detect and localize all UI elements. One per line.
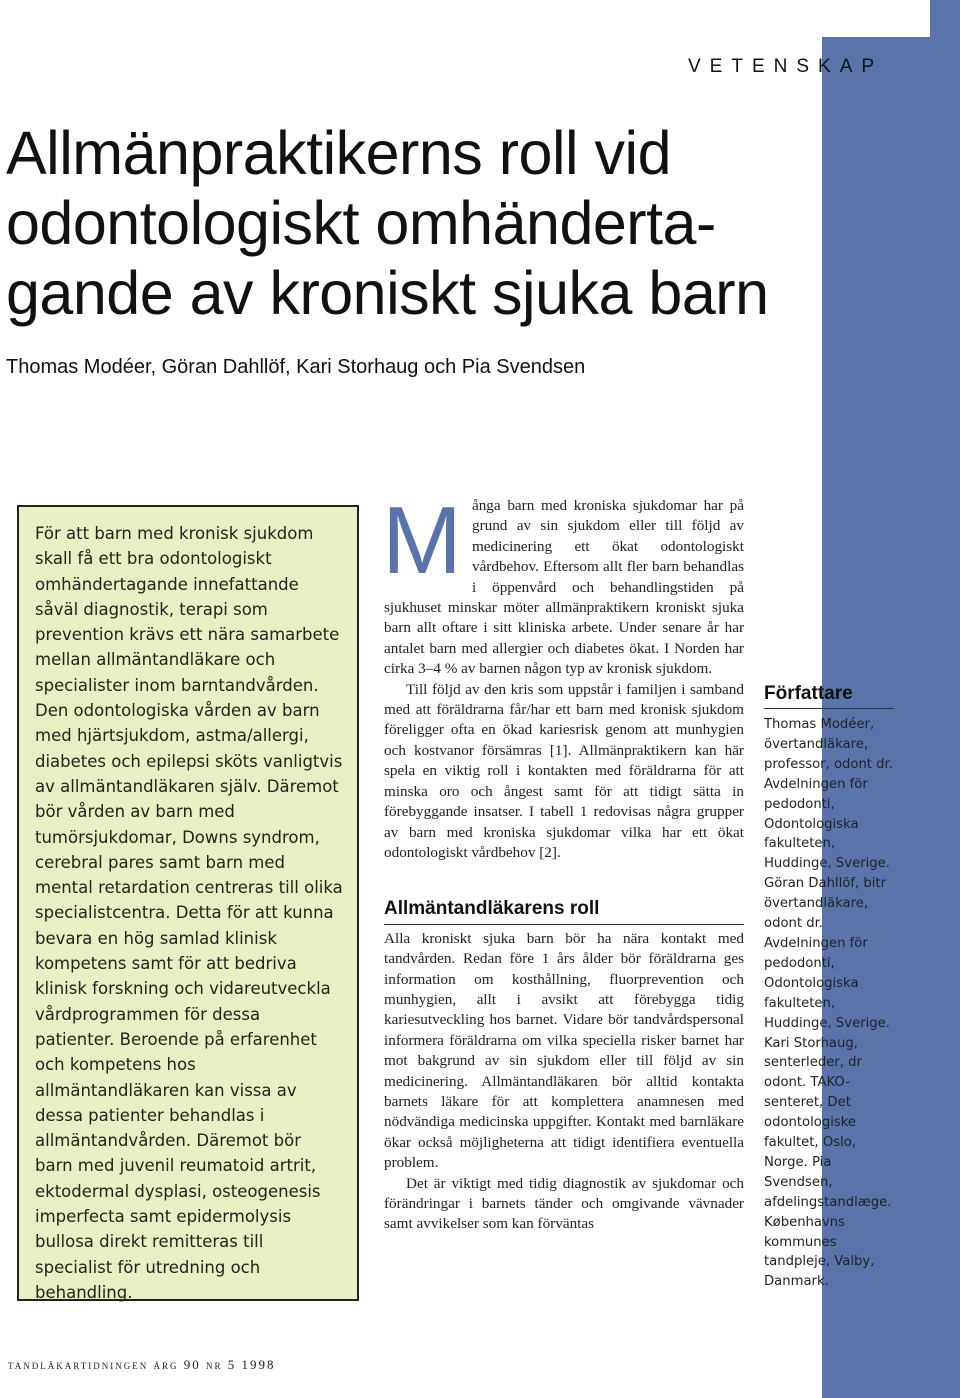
body-paragraph-2: Till följd av den kris som uppstår i familjen i samband med att föräldrarna får/har ett barn med kronisk sjukdom föreligger ofta en ökad kariesrisk genom att munhygien och kostvanor försämras [1]. Allmänpraktikern kan här spela en viktig roll i kontakten med föräldrarna för att minska oro och ångest samt för att tidigt sätta in förebyggande insatser. I tabell 1 redovisas några grupper av barn med kroniska sjukdomar vilka har ett ökat odontologiskt vårdbehov [2]. bbox=[384, 680, 744, 861]
authors-heading: Författare bbox=[764, 683, 894, 709]
article-authors: Thomas Modéer, Göran Dahllöf, Kari Storhaug och Pia Svendsen bbox=[6, 356, 586, 378]
body-column bbox=[382, 487, 744, 1235]
body-paragraph-4: Det är viktigt med tidig diagnostik av sjukdomar och förändringar i barnets tänder och omgivande vävnader samt avvikelser som kan förväntas bbox=[384, 1174, 744, 1233]
drop-cap: M bbox=[382, 487, 462, 594]
section-subheading: Allmäntandläkarens roll bbox=[384, 899, 744, 924]
authors-sidebar bbox=[764, 683, 894, 1292]
abstract-text: För att barn med kronisk sjukdom skall få ett bra odontologiskt omhändertagande innefattande såväl diagnostik, terapi som prevention krävs ett nära samarbete mellan allmäntandläkare och specialister inom barntandvården. Den odontologiska vården av barn med hjärtsjukdom, astma/allergi, diabetes och epilepsi sköts vanligtvis av allmäntandläkaren själv. Däremot bör vården av barn med tumörsjukdomar, Downs syndrom, cerebral pares samt barn med mental retardation centreras till olika specialistcentra. Detta för att kunna bevara en hög samlad klinisk kompetens samt för att bedriva klinisk forskning och vidareutveckla vårdprogrammen för dessa patienter. Beroende på erfarenhet och kompetens hos allmäntandläkaren kan vissa av dessa patienter behandlas i allmäntandvården. Däremot bör barn med juvenil reumatoid artrit, ektodermal dysplasi, osteogenesis imperfecta samt epidermolysis bullosa direkt remitteras till specialist för utredning och behandling. bbox=[35, 524, 343, 1302]
section-label: VETENSKAP bbox=[688, 56, 884, 77]
page-footer: tandläkartidningen årg 90 nr 5 1998 bbox=[8, 1357, 276, 1372]
body-paragraph-3: Alla kroniskt sjuka barn bör ha nära kontakt med tandvården. Redan före 1 års ålder bör föräldrarna ges information om kosthållning, fluorprevention och munhygien, allt i avsikt att förebygga tidig kariesutveckling hos barnet. Vidare bör tandvårdspersonal informera föräldrarna om vilka speciella risker barnet har mot bakgrund av sin sjukdom eller till följd av sin medicinering. Allmäntandläkaren bör alltid kontakta barnets läkare för att komplettera anamnesen med nödvändiga medicinska uppgifter. Kontakt med barnläkare ökar också möjligheterna att tidigt identifiera eventuella problem. bbox=[384, 929, 744, 1172]
body-paragraph-1-text: ånga barn med kroniska sjukdomar har på grund av sin sjukdom eller till följd av medicinering ett ökat odontologiskt vårdbehov. Eftersom allt fler barn behandlas i öppenvård och behandlingstiden på sjukhuset minskar möter allmänpraktikern kroniskt sjuka barn allt oftare i sitt kliniska arbete. Under senare år har antalet barn med allergier och diabetes ökat. I Norden har cirka 3–4 % av barnen någon typ av kronisk sjukdom. bbox=[384, 497, 744, 678]
abstract-box bbox=[17, 505, 359, 1301]
side-bar-notch bbox=[822, 0, 930, 37]
article-title: Allmänpraktikerns roll vid odontologiskt omhänderta-gande av kroniskt sjuka barn bbox=[6, 119, 769, 327]
body-paragraph-1 bbox=[382, 487, 744, 680]
authors-info: Thomas Modéer, övertandläkare, professor, odont dr. Avdelningen för pedodonti, Odontologiska fakulteten, Huddinge, Sverige. Göran Dahllöf, bitr övertandläkare, odont dr. Avdelningen för pedodonti, Odontologiska fakulteten, Huddinge, Sverige. Kari Storhaug, senterleder, dr odont. TAKO-senteret, Det odontologiske fakultet, Oslo, Norge. Pia Svendsen, afdelingstandlæge. Københavns kommunes tandpleje, Valby, Danmark. bbox=[764, 717, 893, 1290]
